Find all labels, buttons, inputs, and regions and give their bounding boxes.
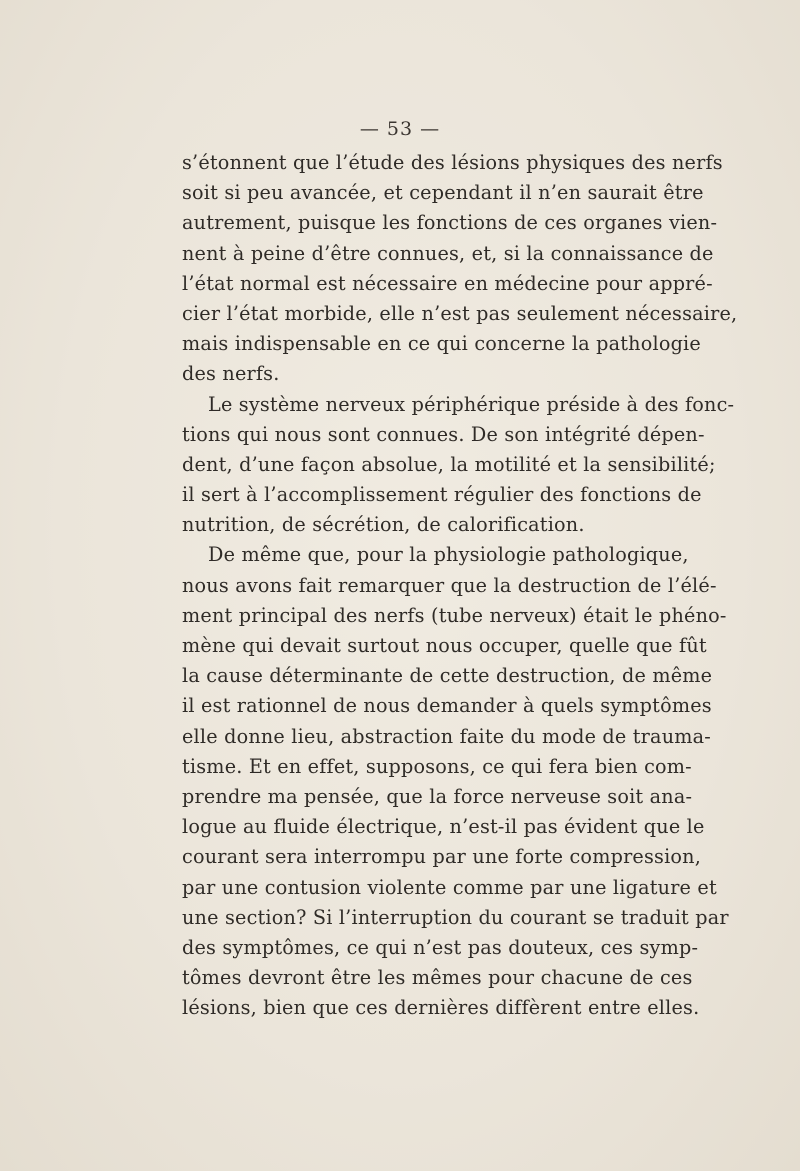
text-line: tisme. Et en effet, supposons, ce qui fera bien com- <box>182 754 692 778</box>
text-line: par une contusion violente comme par une ligature et <box>182 875 717 899</box>
text-line: la cause déterminante de cette destruction, de même <box>182 664 713 688</box>
text-line: soit si peu avancée, et cependant il n’en saurait être <box>182 181 704 205</box>
text-line: De même que, pour la physiologie pathologique, <box>208 543 689 567</box>
text-line: logue au fluide électrique, n’est-il pas évident que le <box>182 815 705 839</box>
text-line: mène qui devait surtout nous occuper, quelle que fût <box>182 634 707 657</box>
text-line: mais indispensable en ce qui concerne la pathologie <box>182 332 701 356</box>
body-text <box>182 148 738 1023</box>
text-line: nutrition, de sécrétion, de calorification. <box>182 513 585 537</box>
text-line: des nerfs. <box>182 362 280 386</box>
text-line: ment principal des nerfs (tube nerveux) était le phéno- <box>182 603 727 627</box>
text-line: elle donne lieu, abstraction faite du mode de trauma- <box>182 724 711 748</box>
text-line: une section? Si l’interruption du courant se traduit par <box>182 905 729 929</box>
text-line: il est rationnel de nous demander à quels symptômes <box>182 694 712 718</box>
text-line: autrement, puisque les fonctions de ces organes vien- <box>182 211 718 235</box>
text-line: des symptômes, ce qui n’est pas douteux, ces symp- <box>182 935 699 959</box>
text-line: dent, d’une façon absolue, la motilité et la sensibilité; <box>182 452 716 476</box>
text-line: nous avons fait remarquer que la destruction de l’élé- <box>182 573 717 597</box>
text-line: nent à peine d’être connues, et, si la connaissance de <box>182 241 714 265</box>
text-line: tions qui nous sont connues. De son intégrité dépen- <box>182 422 705 446</box>
page-number: — 53 — <box>359 118 441 140</box>
text-line: cier l’état morbide, elle n’est pas seulement nécessaire, <box>182 301 738 325</box>
text-line: Le système nerveux périphérique préside à des fonc- <box>208 392 735 416</box>
text-line: courant sera interrompu par une forte compression, <box>182 845 702 869</box>
text-line: l’état normal est nécessaire en médecine pour appré- <box>182 271 713 295</box>
text-line: prendre ma pensée, que la force nerveuse soit ana- <box>182 784 693 808</box>
text-line: s’étonnent que l’étude des lésions physiques des nerfs <box>182 151 723 174</box>
text-line: lésions, bien que ces dernières diffèrent entre elles. <box>182 996 700 1020</box>
text-line: tômes devront être les mêmes pour chacune de ces <box>182 966 693 990</box>
text-line: il sert à l’accomplissement régulier des fonctions de <box>182 483 702 507</box>
